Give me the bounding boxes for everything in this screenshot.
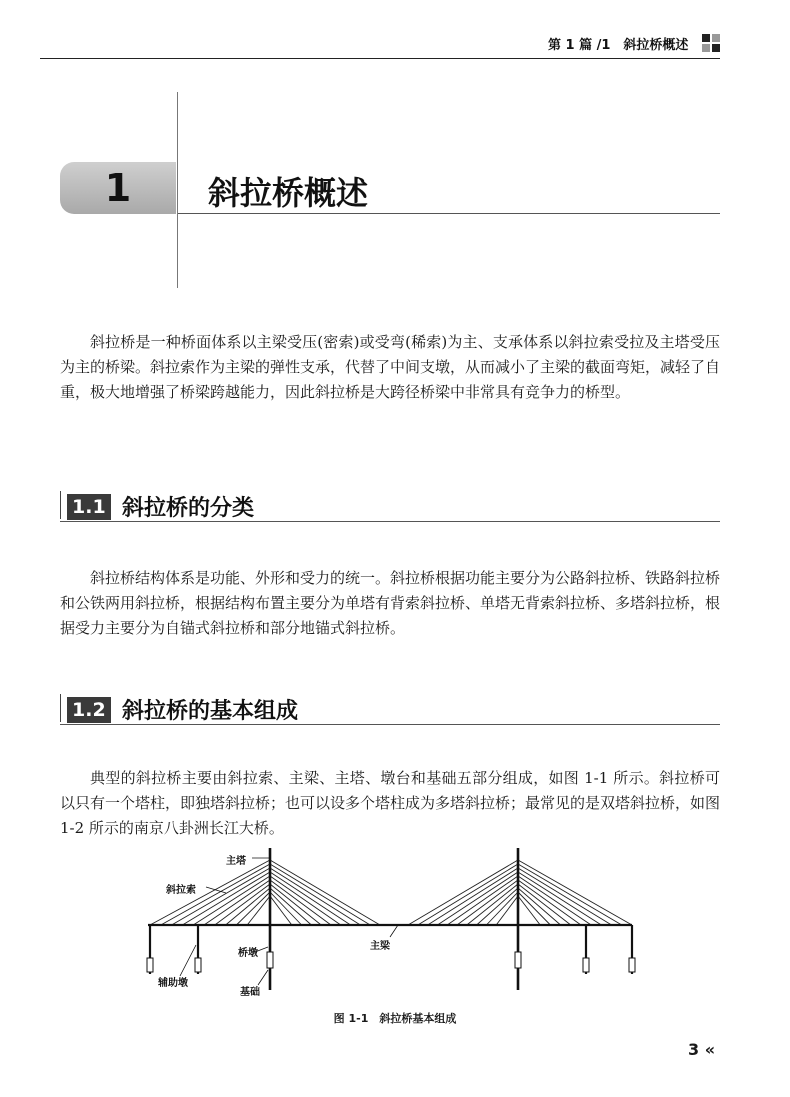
page-number: 3 « bbox=[688, 1040, 716, 1059]
label-tower: 主塔 bbox=[226, 856, 246, 867]
leader-girder bbox=[390, 925, 398, 937]
chapter-title: 斜拉桥概述 bbox=[208, 174, 369, 212]
foundation-block bbox=[515, 952, 521, 968]
chapter-number: 1 bbox=[104, 166, 132, 210]
label-cable: 斜拉索 bbox=[166, 885, 196, 896]
section-1-2-paragraph: 典型的斜拉桥主要由斜拉索、主梁、主塔、墩台和基础五部分组成，如图 1-1 所示。斜拉桥可以只有一个塔柱，即独塔斜拉桥；也可以设多个塔柱成为多塔斜拉桥；最常见的是双塔斜拉桥，如图 1-2 所示的南京八卦洲长江大桥。 bbox=[60, 769, 721, 837]
label-girder: 主梁 bbox=[370, 941, 390, 952]
stay-cable bbox=[496, 896, 518, 925]
section-1-1-number: 1.1 bbox=[67, 494, 111, 520]
stay-cables bbox=[150, 860, 632, 925]
label-aux-pier: 辅助墩 bbox=[158, 978, 188, 989]
section-1-1-paragraph: 斜拉桥结构体系是功能、外形和受力的统一。斜拉桥根据功能主要分为公路斜拉桥、铁路斜拉桥和公铁两用斜拉桥，根据结构布置主要分为单塔有背索斜拉桥、单塔无背索斜拉桥、多塔斜拉桥，根据受力主要分为自锚式斜拉桥和部分地锚式斜拉桥。 bbox=[60, 569, 721, 637]
foundation-block bbox=[629, 958, 635, 972]
stay-cable bbox=[518, 888, 561, 925]
stay-cable bbox=[172, 868, 270, 925]
section-1-2-title: 斜拉桥的基本组成 bbox=[122, 699, 299, 724]
section-1-1-title: 斜拉桥的分类 bbox=[122, 496, 255, 521]
leader-aux-pier bbox=[180, 945, 196, 976]
stay-cable bbox=[270, 868, 360, 925]
stay-cable bbox=[518, 868, 612, 925]
foundation-block bbox=[195, 958, 201, 972]
running-header: 第 1 篇 /1 斜拉桥概述 bbox=[548, 38, 689, 53]
foundation-block bbox=[267, 952, 273, 968]
stay-cable bbox=[270, 896, 292, 925]
intro-paragraph: 斜拉桥是一种桥面体系以主梁受压(密索)或受弯(稀索)为主、支承体系以斜拉索受拉及主塔受压为主的桥梁。斜拉索作为主梁的弹性支承，代替了中间支墩，从而减小了主梁的截面弯矩，减轻了自重，极大地增强了桥梁跨越能力，因此斜拉桥是大跨径桥梁中非常具有竞争力的桥型。 bbox=[60, 333, 721, 401]
foundation-block bbox=[583, 958, 589, 972]
label-foundation: 基础 bbox=[240, 987, 260, 998]
figure-caption: 图 1-1 斜拉桥基本组成 bbox=[333, 1012, 457, 1025]
label-pier: 桥墩 bbox=[238, 948, 258, 959]
stay-cable bbox=[428, 868, 518, 925]
foundation-block bbox=[147, 958, 153, 972]
stay-cable bbox=[226, 888, 270, 925]
section-1-2-number: 1.2 bbox=[67, 697, 111, 723]
stay-cable bbox=[518, 896, 540, 925]
